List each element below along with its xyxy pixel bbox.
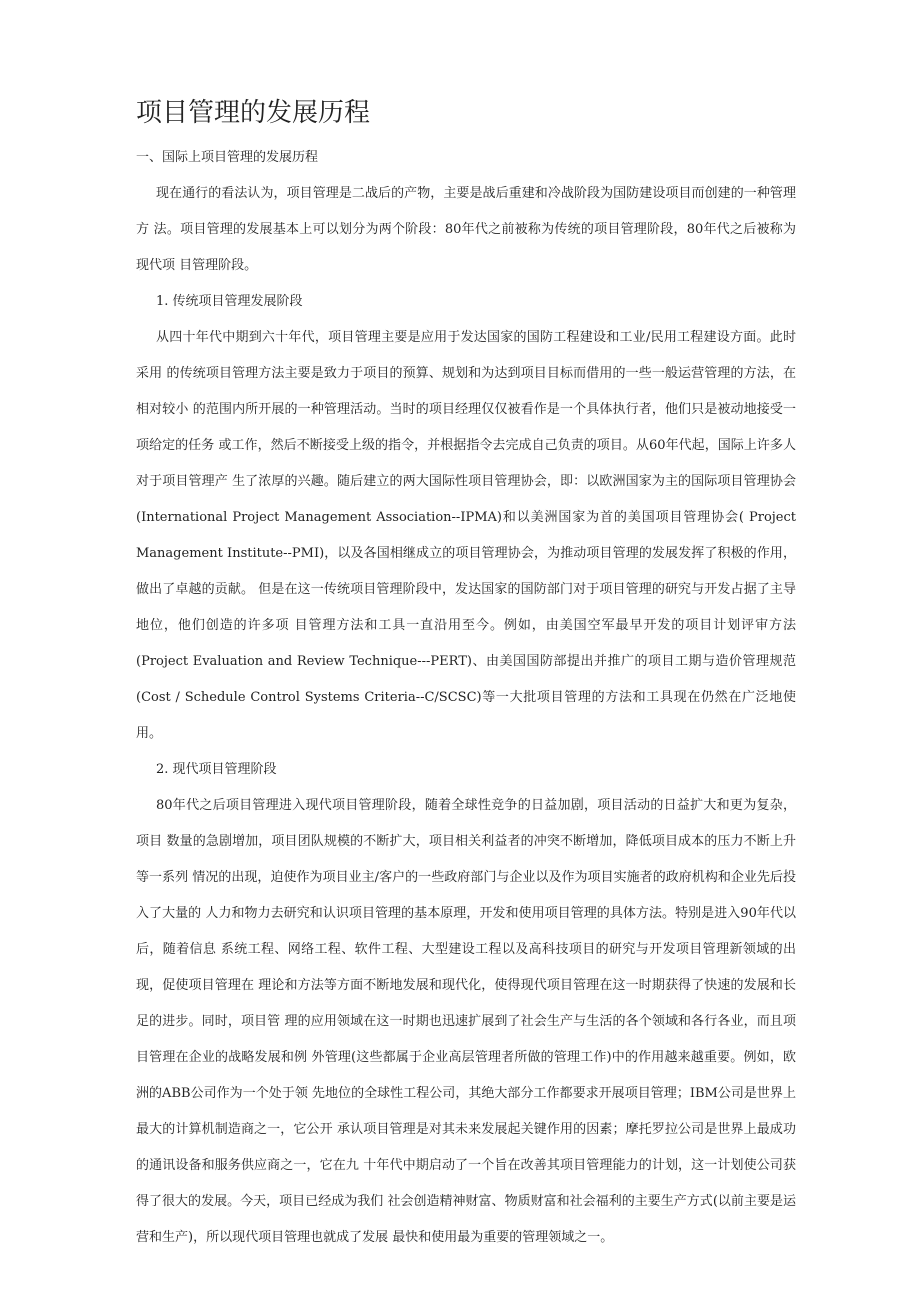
traditional-stage-paragraph: 从四十年代中期到六十年代，项目管理主要是应用于发达国家的国防工程建设和工业/民用工程建设方面。此时采用 的传统项目管理方法主要是致力于项目的预算、规划和为达到项目目标而借用的一些一般运营管理的方法，在相对较小 的范围内所开展的一种管理活动。当时的项目经理仅仅被看作是一个具体执行者，他们只是被动地接受一项给定的任务 或工作，然后不断接受上级的指令，并根据指令去完成自己负责的项目。从60年代起，国际上许多人对于项目管理产 生了浓厚的兴趣。随后建立的两大国际性项目管理协会，即：以欧洲国家为主的国际项目管理协会(International Project Management Association--IPMA)和以美洲国家为首的美国项目管理协会( Project Management Institute--PMI)，以及各国相继成立的项目管理协会，为推动项目管理的发展发挥了积极的作用，做出了卓越的贡献。 但是在这一传统项目管理阶段中，发达国家的国防部门对于项目管理的研究与开发占据了主导地位，他们创造的许多项 目管理方法和工具一直沿用至今。例如，由美国空军最早开发的项目计划评审方法(Project Evaluation and Review Technique---PERT)、由美国国防部提出并推广的项目工期与造价管理规范(Cost / Schedule Control Systems Criteria--C/SCSC)等一大批项目管理的方法和工具现在仍然在广泛地使用。: [136, 330, 796, 741]
modern-stage-paragraph: 80年代之后项目管理进入现代项目管理阶段，随着全球性竞争的日益加剧，项目活动的日益扩大和更为复杂，项目 数量的急剧增加，项目团队规模的不断扩大，项目相关利益者的冲突不断增加，降低项目成本的压力不断上升等一系列 情况的出现，迫使作为项目业主/客户的一些政府部门与企业以及作为项目实施者的政府机构和企业先后投入了大量的 人力和物力去研究和认识项目管理的基本原理，开发和使用项目管理的具体方法。特别是进入90年代以后，随着信息 系统工程、网络工程、软件工程、大型建设工程以及高科技项目的研究与开发项目管理新领域的出现，促使项目管理在 理论和方法等方面不断地发展和现代化，使得现代项目管理在这一时期获得了快速的发展和长足的进步。同时，项目管 理的应用领域在这一时期也迅速扩展到了社会生产与生活的各个领域和各行各业，而且项目管理在企业的战略发展和例 外管理(这些都属于企业高层管理者所做的管理工作)中的作用越来越重要。例如，欧洲的ABB公司作为一个处于领 先地位的全球性工程公司，其绝大部分工作都要求开展项目管理；IBM公司是世界上最大的计算机制造商之一，它公开 承认项目管理是对其未来发展起关键作用的因素；摩托罗拉公司是世界上最成功的通讯设备和服务供应商之一，它在九 十年代中期启动了一个旨在改善其项目管理能力的计划，这一计划使公司获得了很大的发展。今天，项目已经成为我们 社会创造精神财富、物质财富和社会福利的主要生产方式(以前主要是运营和生产)，所以现代项目管理也就成了发展 最快和使用最为重要的管理领域之一。: [136, 798, 796, 1245]
intro-paragraph: 现在通行的看法认为，项目管理是二战后的产物，主要是战后重建和冷战阶段为国防建设项目而创建的一种管理方 法。项目管理的发展基本上可以划分为两个阶段：80年代之前被称为传统的项目管理阶段，80年代之后被称为现代项 目管理阶段。: [136, 186, 796, 273]
document-body: [136, 140, 796, 1256]
subsection-heading-modern: 2. 现代项目管理阶段: [156, 762, 277, 777]
subsection-heading-traditional: 1. 传统项目管理发展阶段: [156, 294, 303, 309]
document-title: 项目管理的发展历程: [136, 98, 371, 128]
section-heading-international: 一、国际上项目管理的发展历程: [136, 150, 319, 165]
